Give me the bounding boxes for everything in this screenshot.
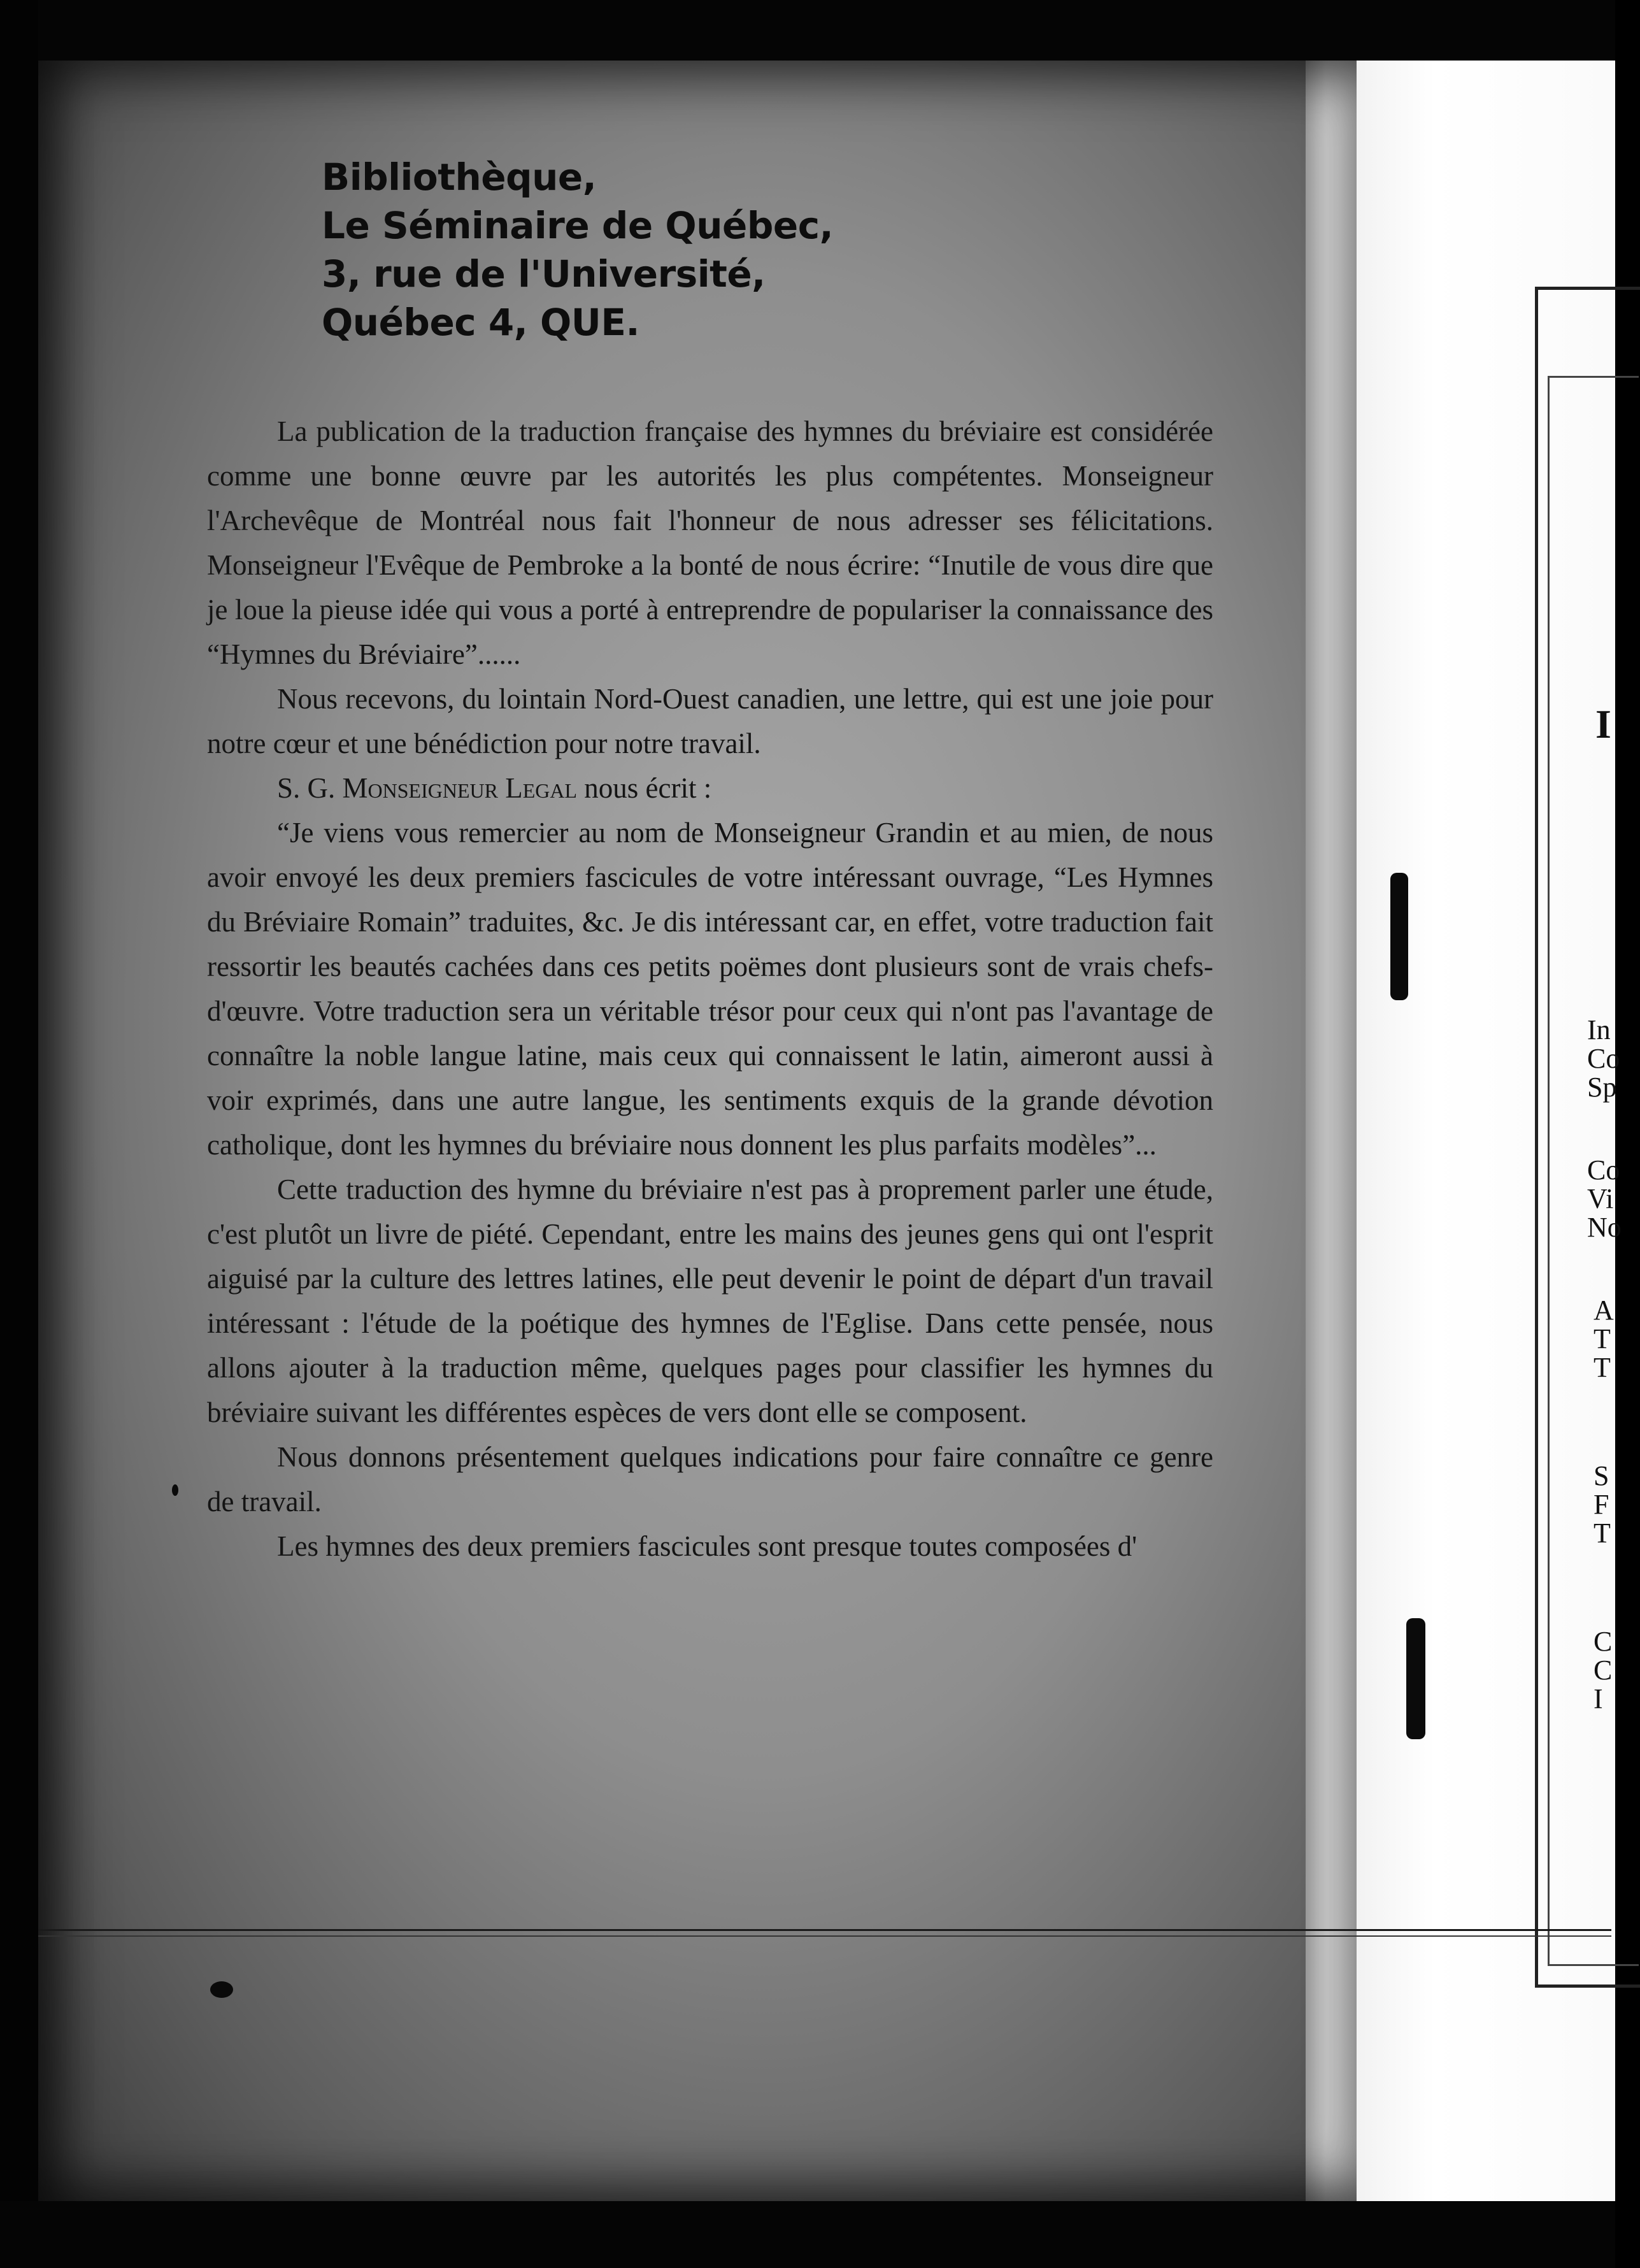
- letter-author-name: Monseigneur Legal: [342, 772, 578, 804]
- film-border-left: [0, 0, 38, 2268]
- ink-blot: [210, 1981, 233, 1998]
- right-page-fragment: T: [1594, 1323, 1611, 1354]
- right-page-fragment: Co: [1587, 1154, 1620, 1186]
- right-page-fragment: S: [1594, 1460, 1609, 1491]
- right-page-fragment: Vi: [1587, 1183, 1614, 1214]
- right-page-fragment: Sp: [1587, 1072, 1617, 1103]
- right-page-fragment: T: [1594, 1352, 1611, 1383]
- right-page-fragment: Co: [1587, 1043, 1620, 1074]
- binding-clip: [1406, 1618, 1425, 1739]
- paragraph: Cette traduction des hymne du bréviaire n'est pas à proprement parler une étude, c'est plutôt un livre de piété. Cependant, entre les mains des jeunes gens qui ont l'esprit aiguisé par la culture des lettres latines, elle peut devenir le point de départ d'un travail intéressant : l'étude de la poétique des hymnes de l'Eglise. Dans cette pensée, nous allons ajouter à la traduction même, quelques pages pour classifier les hymnes du bréviaire suivant les différentes espèces de vers dont elle se composent.: [207, 1173, 1213, 1428]
- binding-clip: [1390, 873, 1408, 1000]
- paragraph: Nous donnons présentement quelques indications pour faire connaître ce genre de travail.: [207, 1441, 1213, 1518]
- letter-intro-prefix: S. G.: [277, 772, 343, 804]
- film-border-bottom: [0, 2201, 1615, 2268]
- stamp-line: Québec 4, QUE.: [322, 301, 639, 344]
- stamp-line: Bibliothèque,: [322, 155, 597, 199]
- letter-intro-suffix: nous écrit :: [577, 772, 712, 804]
- document-body: [207, 409, 1213, 1568]
- library-stamp: [322, 153, 895, 347]
- paragraph: “Je viens vous remercier au nom de Monseigneur Grandin et au mien, de nous avoir envoyé les deux premiers fascicules de votre intéressant ouvrage, “Les Hymnes du Bréviaire Romain” traduites, &c. Je dis intéressant car, en effet, votre traduction fait ressortir les beautés cachées dans ces petits poëmes dont plusieurs sont de vrais chefs-d'œuvre. Votre traduction sera un véritable trésor pour ceux qui n'ont pas l'avantage de connaître la noble langue latine, mais ceux qui connaissent le latin, aimeront aussi à voir exprimés, dans une autre langue, les sentiments exquis de la grande dévotion catholique, dont les hymnes du bréviaire nous donnent les plus parfaits modèles”...: [207, 817, 1213, 1161]
- horizontal-rule: [38, 1929, 1611, 1931]
- paragraph: Les hymnes des deux premiers fascicules sont presque toutes composées d': [277, 1530, 1137, 1562]
- right-page-big-letter: I: [1595, 701, 1611, 747]
- stamp-line: Le Séminaire de Québec,: [322, 204, 834, 247]
- right-page-fragment: I: [1594, 1683, 1603, 1714]
- right-page-fragment: F: [1594, 1489, 1609, 1520]
- film-border-top: [0, 0, 1615, 61]
- paragraph: Nous recevons, du lointain Nord-Ouest canadien, une lettre, qui est une joie pour notre cœur et une bénédiction pour notre travail.: [207, 683, 1213, 759]
- right-page-fragment: In: [1587, 1014, 1611, 1045]
- right-page-fragment: A: [1594, 1295, 1614, 1326]
- right-page-fragment: No: [1587, 1212, 1622, 1243]
- right-page-fragment: C: [1594, 1654, 1613, 1686]
- ink-blot: [172, 1484, 178, 1496]
- paragraph: La publication de la traduction française des hymnes du bréviaire est considérée comme une bonne œuvre par les autorités les plus compétentes. Monseigneur l'Archevêque de Montréal nous fait l'honneur de nous adresser ses félicitations. Monseigneur l'Evêque de Pembroke a la bonté de nous écrire: “Inutile de vous dire que je loue la pieuse idée qui vous a porté à entreprendre de populariser la connaissance des “Hymnes du Bréviaire”......: [207, 415, 1213, 670]
- horizontal-rule: [38, 1935, 1611, 1937]
- stamp-line: 3, rue de l'Université,: [322, 252, 766, 296]
- right-page-fragment: C: [1594, 1626, 1613, 1657]
- letter-intro: [207, 766, 1213, 810]
- right-page-fragment: T: [1594, 1518, 1611, 1549]
- right-page: [1357, 61, 1622, 2201]
